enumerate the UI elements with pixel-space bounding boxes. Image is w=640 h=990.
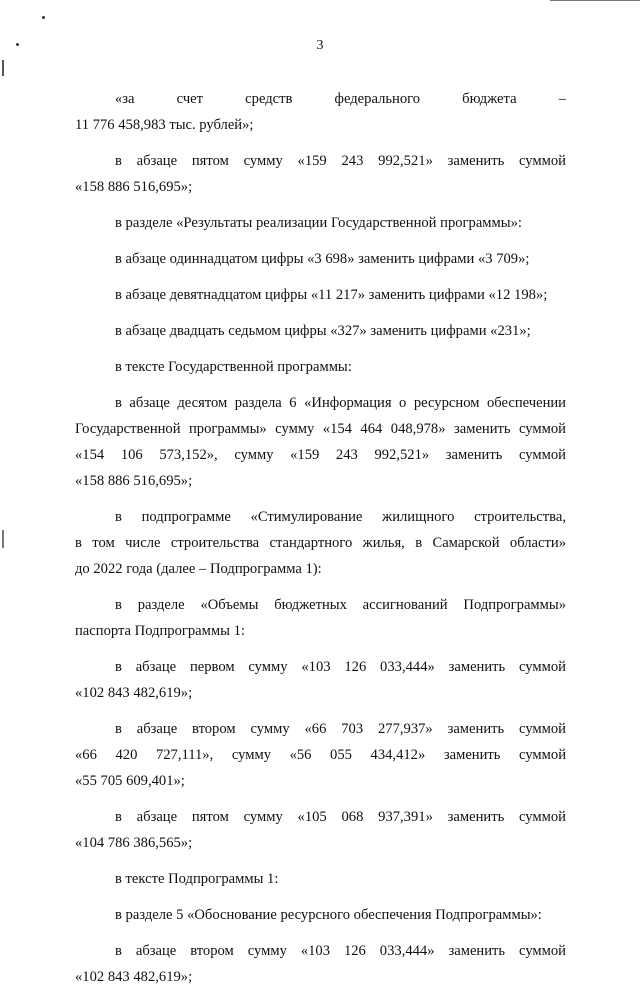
text-line: в разделе «Объемы бюджетных ассигнований Подпрограммы»	[115, 597, 566, 613]
text-line: в тексте Государственной программы:	[115, 359, 352, 375]
paragraph	[75, 654, 566, 706]
paragraph	[75, 804, 566, 856]
text-line: «158 886 516,695»;	[75, 179, 193, 195]
text-line: в абзаце пятом сумму «159 243 992,521» заменить суммой	[115, 153, 566, 169]
text-line: Государственной программы» сумму «154 464 048,978» заменить суммой	[75, 421, 566, 437]
text-line: «102 843 482,619»;	[75, 969, 193, 985]
paragraph	[75, 318, 566, 344]
scan-speck	[42, 16, 45, 19]
page-number: 3	[316, 38, 324, 53]
paragraph	[75, 390, 566, 494]
text-line: в абзаце втором сумму «103 126 033,444» заменить суммой	[115, 943, 566, 959]
text-line: «158 886 516,695»;	[75, 473, 193, 489]
text-line: «102 843 482,619»;	[75, 685, 193, 701]
paragraph	[75, 866, 566, 892]
text-line: в абзаце первом сумму «103 126 033,444» заменить суммой	[115, 659, 566, 675]
paragraph	[75, 246, 566, 272]
text-line: «55 705 609,401»;	[75, 773, 185, 789]
text-line: «за счет средств федерального бюджета –	[115, 91, 566, 107]
text-line: в абзаце втором сумму «66 703 277,937» заменить суммой	[115, 721, 566, 737]
text-line: в абзаце одиннадцатом цифры «3 698» заменить цифрами «3 709»;	[115, 251, 530, 267]
text-line: «66 420 727,111», сумму «56 055 434,412» заменить суммой	[75, 747, 566, 763]
paragraph	[75, 902, 566, 928]
text-line: 11 776 458,983 тыс. рублей»;	[75, 117, 254, 133]
text-line: «154 106 573,152», сумму «159 243 992,521» заменить суммой	[75, 447, 566, 463]
text-line: в абзаце десятом раздела 6 «Информация о ресурсном обеспечении	[115, 395, 566, 411]
text-line: в разделе «Результаты реализации Государственной программы»:	[115, 215, 522, 231]
text-line: в том числе строительства стандартного жилья, в Самарской области»	[75, 535, 566, 551]
text-line: в тексте Подпрограммы 1:	[115, 871, 279, 887]
scan-edge-mark	[2, 60, 4, 76]
paragraph	[75, 716, 566, 794]
paragraph	[75, 148, 566, 200]
text-line: в абзаце двадцать седьмом цифры «327» заменить цифрами «231»;	[115, 323, 531, 339]
document-body	[75, 86, 566, 990]
paragraph	[75, 210, 566, 236]
paragraph	[75, 504, 566, 582]
text-line: «104 786 386,565»;	[75, 835, 193, 851]
scan-edge-mark	[2, 530, 4, 548]
paragraph	[75, 938, 566, 990]
paragraph	[75, 86, 566, 138]
paragraph	[75, 282, 566, 308]
text-line: в абзаце пятом сумму «105 068 937,391» заменить суммой	[115, 809, 566, 825]
text-line: в разделе 5 «Обоснование ресурсного обеспечения Подпрограммы»:	[115, 907, 542, 923]
text-line: в подпрограмме «Стимулирование жилищного строительства,	[115, 509, 566, 525]
top-rule	[550, 0, 640, 1]
text-line: в абзаце девятнадцатом цифры «11 217» заменить цифрами «12 198»;	[115, 287, 548, 303]
text-line: до 2022 года (далее – Подпрограмма 1):	[75, 561, 322, 577]
paragraph	[75, 592, 566, 644]
paragraph	[75, 354, 566, 380]
text-line: паспорта Подпрограммы 1:	[75, 623, 245, 639]
